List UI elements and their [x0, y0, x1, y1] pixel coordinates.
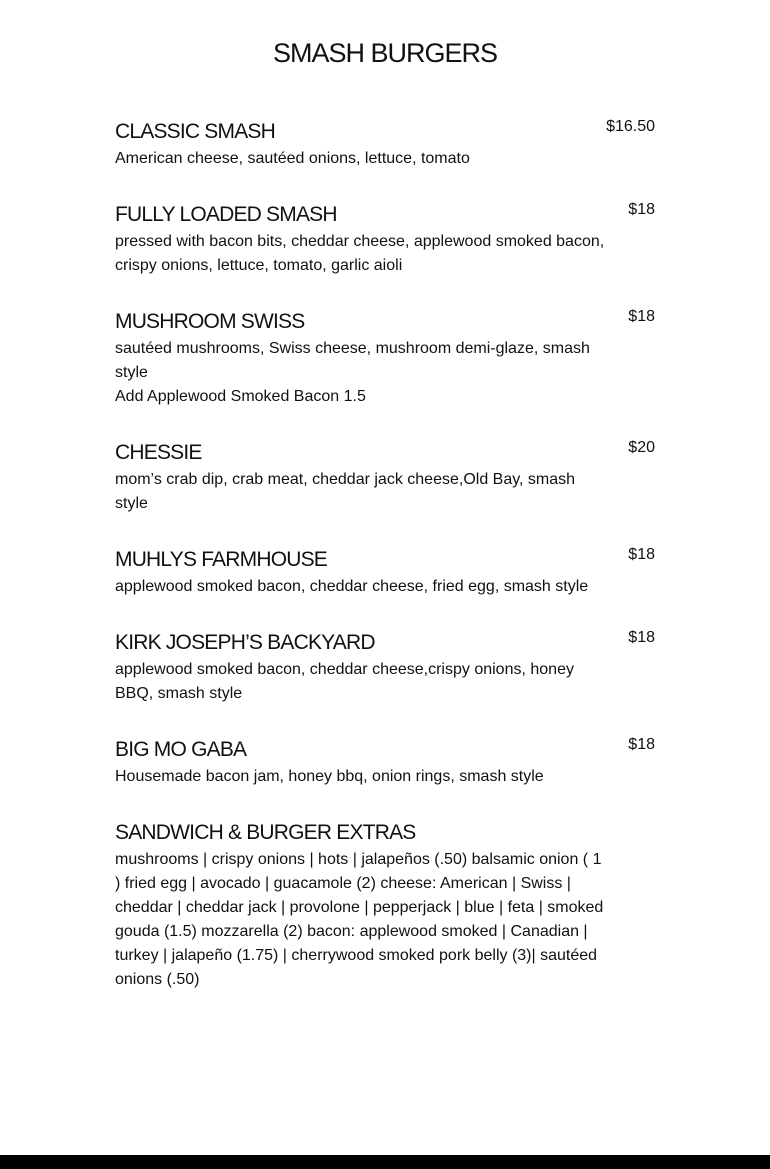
item-description-line: mom’s crab dip, crab meat, cheddar jack cheese,Old Bay, smash style: [115, 471, 576, 512]
menu-list: [115, 117, 655, 1021]
menu-item: [115, 438, 655, 516]
item-name: MUHLYS FARMHOUSE: [115, 548, 328, 571]
item-price: $18: [628, 629, 655, 646]
item-description-line: Housemade bacon jam, honey bbq, onion rings, smash style: [115, 768, 544, 785]
menu-item: [115, 200, 655, 278]
item-description-line: pressed with bacon bits, cheddar cheese, applewood smoked bacon, crispy onions, lettuce, tomato, garlic aioli: [115, 233, 605, 274]
item-price: $18: [628, 546, 655, 563]
item-description: [115, 230, 610, 278]
item-name: BIG MO GABA: [115, 738, 247, 761]
item-price: $18: [628, 736, 655, 753]
item-description: [115, 575, 610, 599]
menu-item: [115, 735, 655, 789]
item-description: [115, 468, 610, 516]
item-description: [115, 848, 610, 992]
item-description-line: sautéed mushrooms, Swiss cheese, mushroom demi-glaze, smash style: [115, 340, 590, 381]
item-price: $16.50: [606, 118, 655, 135]
item-description: [115, 337, 610, 409]
item-description: [115, 658, 610, 706]
item-addon-line: Add Applewood Smoked Bacon 1.5: [115, 388, 366, 405]
item-price: $20: [628, 439, 655, 456]
item-description: [115, 147, 610, 171]
item-description-line: American cheese, sautéed onions, lettuce, tomato: [115, 150, 470, 167]
item-name: CLASSIC SMASH: [115, 120, 275, 143]
item-price: $18: [628, 308, 655, 325]
item-name: FULLY LOADED SMASH: [115, 203, 337, 226]
menu-item: [115, 545, 655, 599]
menu-item: [115, 628, 655, 706]
item-name: KIRK JOSEPH’S BACKYARD: [115, 631, 375, 654]
footer-bar: [0, 1155, 770, 1169]
menu-item: [115, 307, 655, 409]
item-description-line: applewood smoked bacon, cheddar cheese,crispy onions, honey BBQ, smash style: [115, 661, 574, 702]
item-name: CHESSIE: [115, 441, 202, 464]
item-description-line: applewood smoked bacon, cheddar cheese, fried egg, smash style: [115, 578, 589, 595]
item-name: MUSHROOM SWISS: [115, 310, 305, 333]
menu-item: [115, 117, 655, 171]
menu-item-extras: [115, 818, 655, 992]
item-price: $18: [628, 201, 655, 218]
item-description: [115, 765, 610, 789]
item-description-line: mushrooms | crispy onions | hots | jalapeños (.50) balsamic onion ( 1 ) fried egg | avocado | guacamole (2) cheese: American | Swiss | cheddar | cheddar jack | provolone | pepperjack | blue | feta | smoked gouda (1.5) mozzarella (2) bacon: applewood smoked | Canadian | turkey | jalapeño (1.75) | cherrywood smoked pork belly (3)| sautéed onions (.50): [115, 851, 604, 988]
item-name: SANDWICH & BURGER EXTRAS: [115, 821, 416, 844]
section-title: SMASH BURGERS: [272, 38, 498, 68]
